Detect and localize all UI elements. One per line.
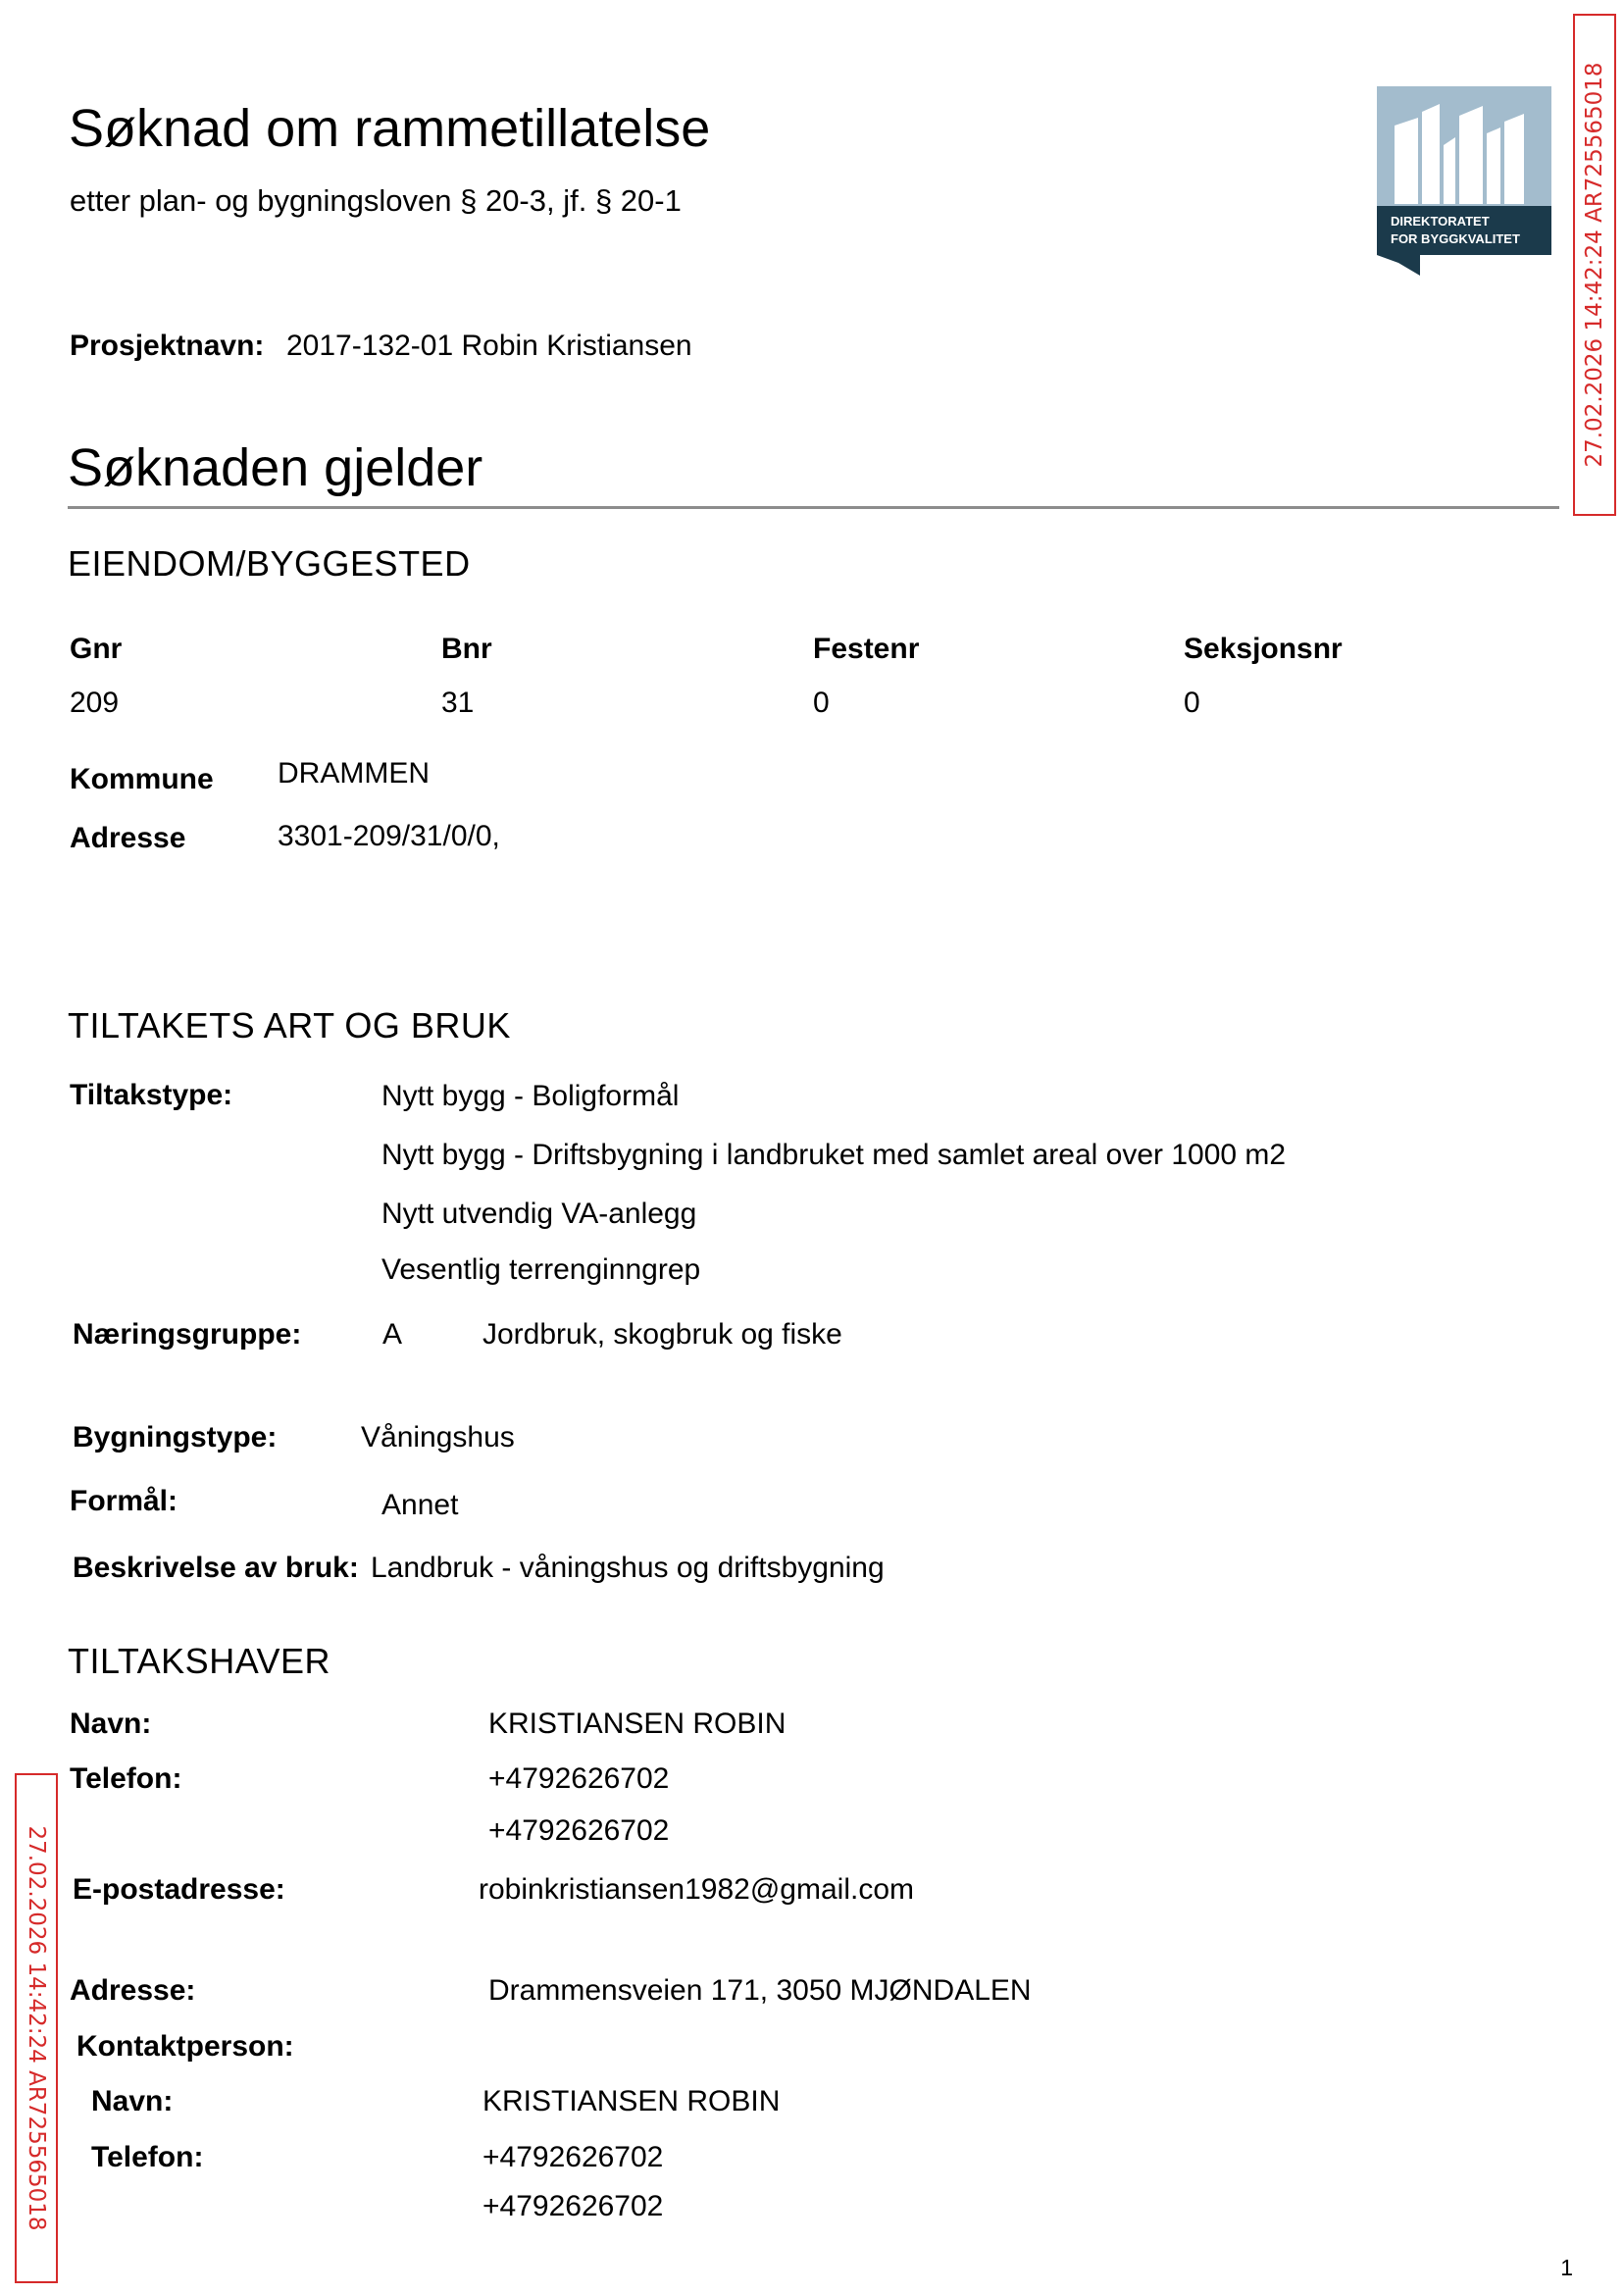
bygningstype-label: Bygningstype:	[73, 1421, 278, 1453]
telefon-value: +4792626702	[488, 1814, 670, 1847]
seksjonsnr-label: Seksjonsnr	[1184, 633, 1343, 665]
tiltakstype-item: Nytt bygg - Driftsbygning i landbruket med samlet areal over 1000 m2	[381, 1139, 1287, 1171]
festenr-label: Festenr	[813, 633, 920, 665]
section-heading-eiendom: EIENDOM/BYGGESTED	[68, 543, 471, 584]
bnr-value: 31	[441, 687, 475, 719]
kontakt-navn-label: Navn:	[91, 2085, 174, 2117]
navn-label: Navn:	[70, 1708, 152, 1740]
epost-label: E-postadresse:	[73, 1873, 285, 1906]
logo-text-line2: FOR BYGGKVALITET	[1391, 231, 1520, 246]
tiltakstype-label: Tiltakstype:	[70, 1079, 233, 1111]
document-subtitle: etter plan- og bygningsloven § 20-3, jf. § 20-1	[70, 183, 682, 218]
gnr-label: Gnr	[70, 633, 123, 665]
navn-value: KRISTIANSEN ROBIN	[488, 1708, 787, 1740]
section-heading-tiltak: TILTAKETS ART OG BRUK	[68, 1005, 511, 1045]
beskrivelse-value: Landbruk - våningshus og driftsbygning	[371, 1552, 885, 1584]
tiltakshaver-adresse-label: Adresse:	[70, 1974, 196, 2007]
kontakt-telefon-value: +4792626702	[482, 2190, 664, 2222]
page-number: 1	[1560, 2255, 1573, 2280]
bnr-label: Bnr	[441, 633, 492, 665]
naeringsgruppe-code: A	[382, 1318, 403, 1351]
adresse-value: 3301-209/31/0/0,	[278, 820, 500, 852]
kontakt-telefon-label: Telefon:	[91, 2141, 204, 2173]
telefon-label: Telefon:	[70, 1762, 182, 1795]
stamp-text: 27.02.2026 14:42:24 AR725565018	[24, 1825, 49, 2231]
timestamp-stamp-top	[1573, 14, 1616, 516]
seksjonsnr-value: 0	[1184, 687, 1200, 719]
project-value: 2017-132-01 Robin Kristiansen	[286, 330, 692, 362]
tiltakshaver-adresse-value: Drammensveien 171, 3050 MJØNDALEN	[488, 1974, 1032, 2007]
tiltakstype-item: Nytt bygg - Boligformål	[381, 1080, 680, 1112]
dibk-logo	[1377, 86, 1551, 276]
section-title-soknad: Søknaden gjelder	[68, 438, 483, 497]
beskrivelse-label: Beskrivelse av bruk:	[73, 1552, 359, 1584]
formal-label: Formål:	[70, 1485, 178, 1517]
project-label: Prosjektnavn:	[70, 330, 265, 362]
kontaktperson-label: Kontaktperson:	[76, 2030, 294, 2063]
adresse-label: Adresse	[70, 822, 186, 854]
kontakt-telefon-value: +4792626702	[482, 2141, 664, 2173]
festenr-value: 0	[813, 687, 830, 719]
kommune-value: DRAMMEN	[278, 757, 430, 790]
telefon-value: +4792626702	[488, 1762, 670, 1795]
kommune-label: Kommune	[70, 763, 214, 795]
stamp-text: 27.02.2026 14:42:24 AR725565018	[1582, 62, 1607, 468]
logo-text-line1: DIREKTORATET	[1391, 214, 1490, 229]
epost-value: robinkristiansen1982@gmail.com	[479, 1873, 914, 1906]
document-title: Søknad om rammetillatelse	[69, 99, 711, 158]
bygningstype-value: Våningshus	[361, 1421, 515, 1453]
formal-value: Annet	[381, 1489, 459, 1521]
naeringsgruppe-label: Næringsgruppe:	[73, 1318, 302, 1351]
tiltakstype-item: Vesentlig terrenginngrep	[381, 1253, 701, 1286]
kontakt-navn-value: KRISTIANSEN ROBIN	[482, 2085, 781, 2117]
section-heading-tiltakshaver: TILTAKSHAVER	[68, 1641, 331, 1681]
gnr-value: 209	[70, 687, 120, 719]
timestamp-stamp-side	[15, 1773, 58, 2283]
naeringsgruppe-value: Jordbruk, skogbruk og fiske	[482, 1318, 842, 1351]
tiltakstype-item: Nytt utvendig VA-anlegg	[381, 1198, 697, 1230]
section-divider	[68, 506, 1559, 509]
